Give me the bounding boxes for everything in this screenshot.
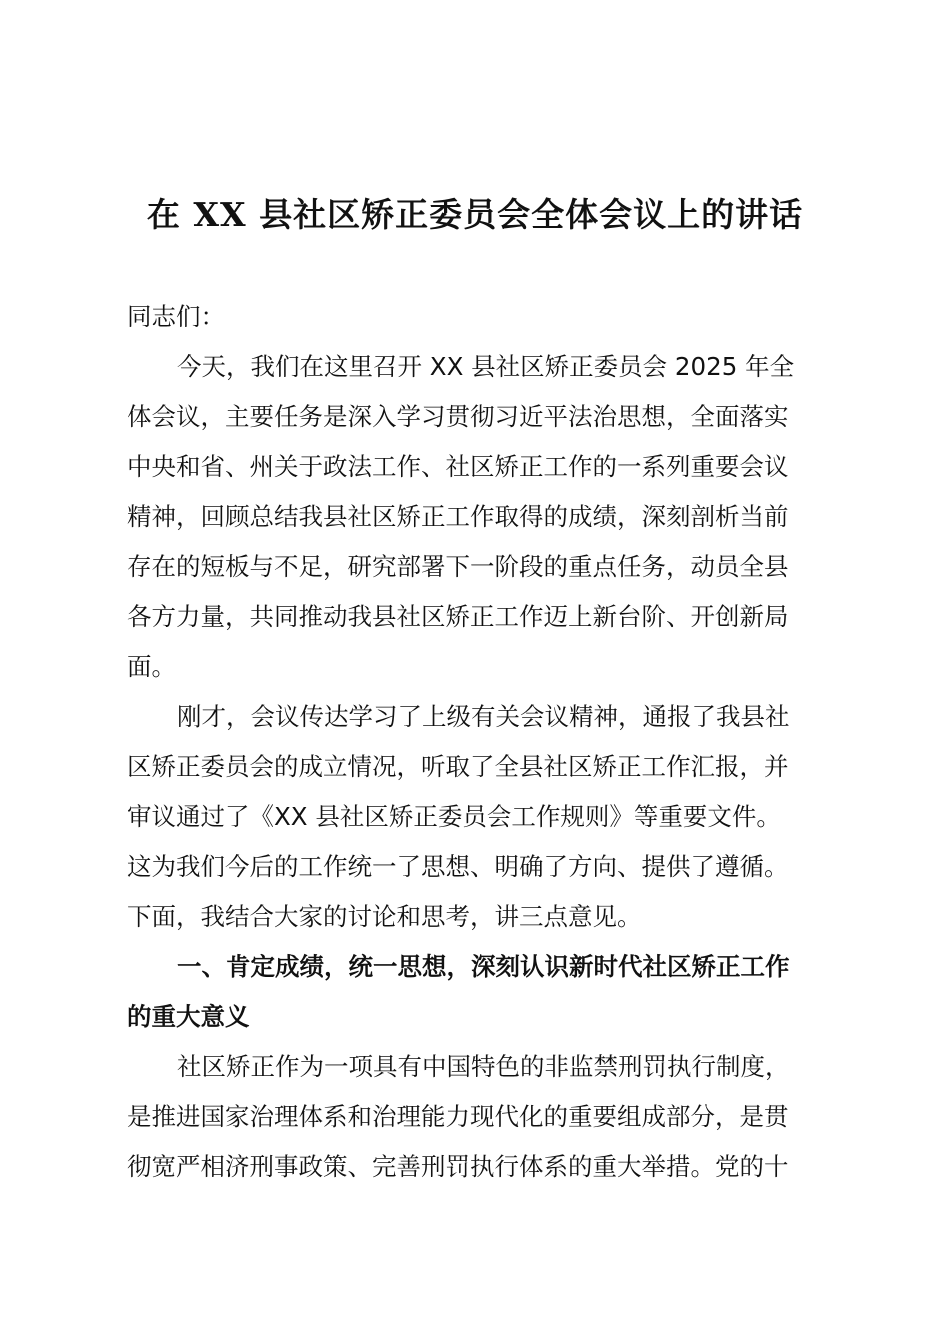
- paragraph-line: 各方力量，共同推动我县社区矫正工作迈上新台阶、开创新局: [127, 602, 789, 631]
- paragraph-line: 这为我们今后的工作统一了思想、明确了方向、提供了遵循。: [127, 852, 789, 881]
- heading-line: 一、肯定成绩，统一思想，深刻认识新时代社区矫正工作: [177, 952, 790, 981]
- section-heading-1: [127, 942, 827, 1042]
- heading-line: 的重大意义: [127, 1002, 250, 1031]
- paragraph-line: 中央和省、州关于政法工作、社区矫正工作的一系列重要会议: [127, 452, 789, 481]
- paragraph-line: 下面，我结合大家的讨论和思考，讲三点意见。: [127, 902, 642, 931]
- paragraph-line: 存在的短板与不足，研究部署下一阶段的重点任务，动员全县: [127, 552, 789, 581]
- paragraph-opening: [127, 342, 827, 692]
- paragraph-line: 面。: [127, 652, 176, 681]
- paragraph-line: 是推进国家治理体系和治理能力现代化的重要组成部分，是贯: [127, 1102, 789, 1131]
- paragraph-line: 体会议，主要任务是深入学习贯彻习近平法治思想，全面落实: [127, 402, 789, 431]
- paragraph-line: 彻宽严相济刑事政策、完善刑罚执行体系的重大举措。党的十: [127, 1152, 789, 1181]
- paragraph-line: 刚才，会议传达学习了上级有关会议精神，通报了我县社: [177, 702, 790, 731]
- paragraph-line: 审议通过了《XX 县社区矫正委员会工作规则》等重要文件。: [127, 802, 781, 831]
- paragraph-significance: [127, 1042, 827, 1192]
- paragraph-line: 社区矫正作为一项具有中国特色的非监禁刑罚执行制度，: [177, 1052, 790, 1081]
- paragraph-line: 区矫正委员会的成立情况，听取了全县社区矫正工作汇报，并: [127, 752, 789, 781]
- paragraph-line: 精神，回顾总结我县社区矫正工作取得的成绩，深刻剖析当前: [127, 502, 789, 531]
- paragraph-line: 今天，我们在这里召开 XX 县社区矫正委员会 2025 年全: [177, 352, 795, 381]
- salutation: 同志们：: [127, 302, 225, 331]
- document-body: [127, 292, 827, 1192]
- document-title: 在 XX 县社区矫正委员会全体会议上的讲话: [146, 195, 804, 234]
- paragraph-review: [127, 692, 827, 942]
